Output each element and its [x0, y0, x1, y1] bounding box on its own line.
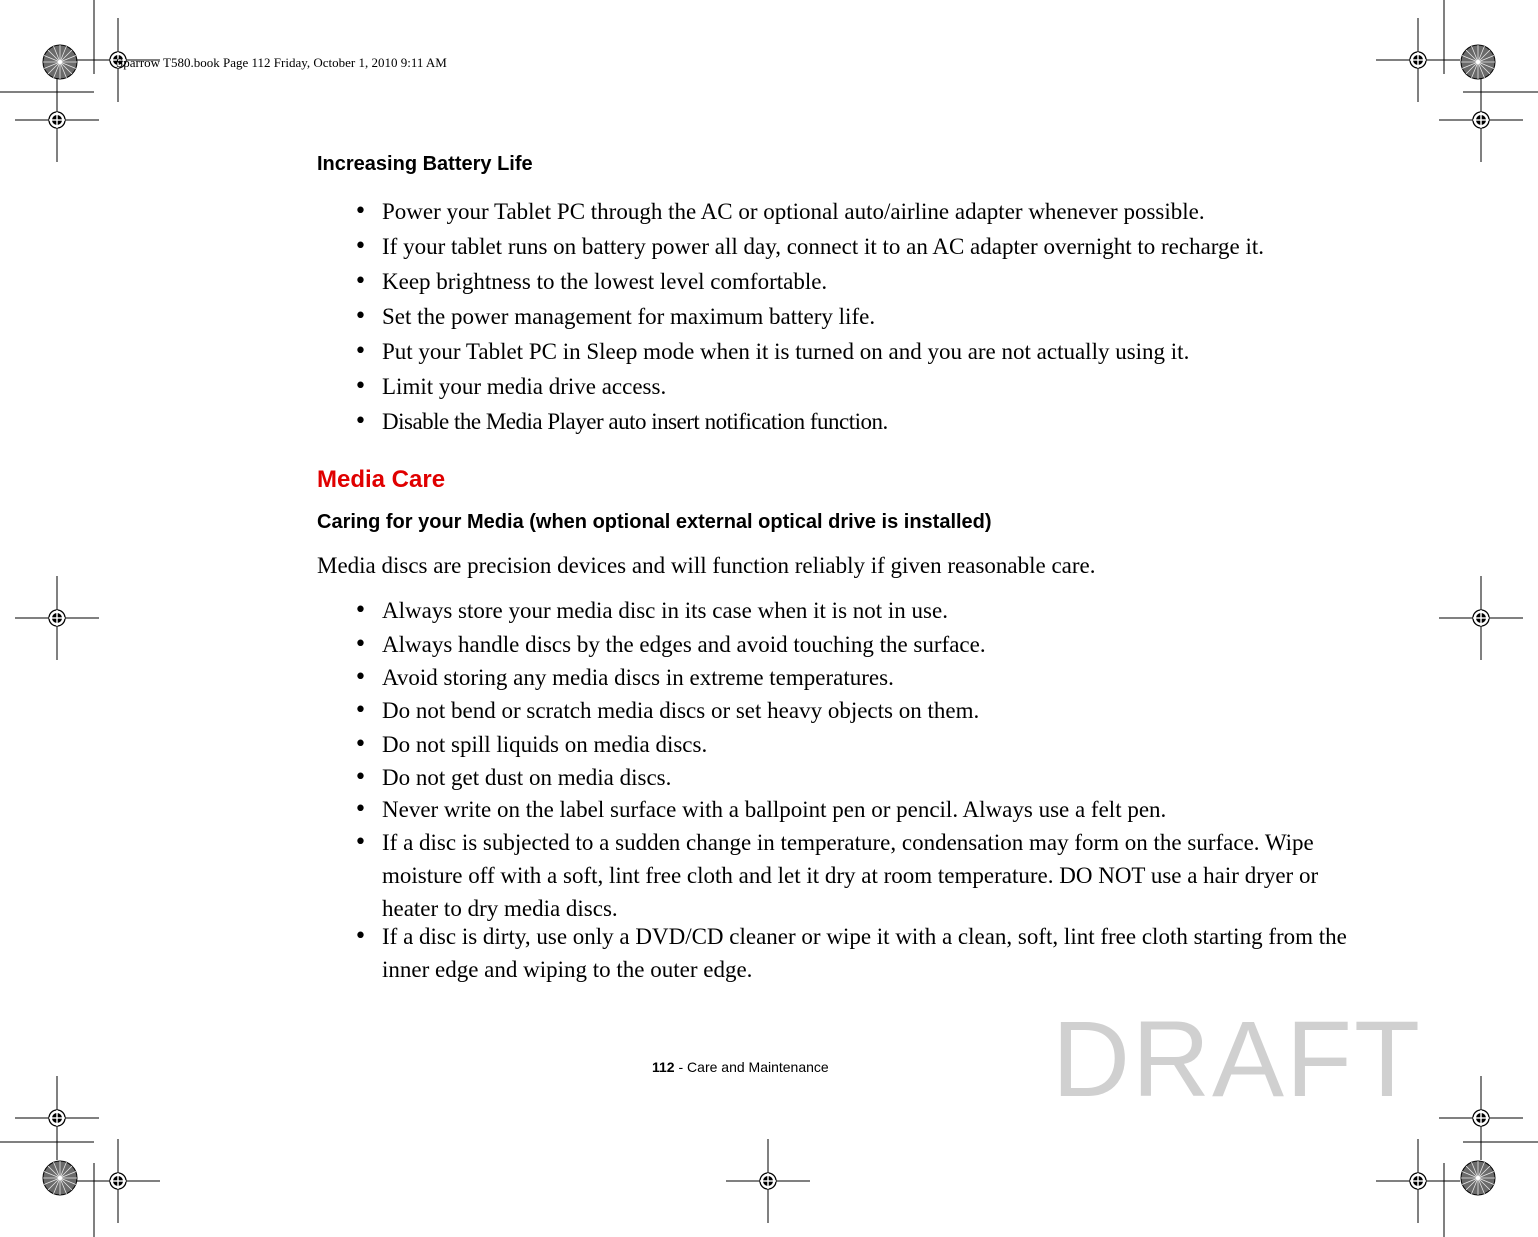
list-item [354, 335, 1372, 368]
list-item-text: Always handle discs by the edges and avoid touching the surface. [382, 632, 986, 657]
list-item-text: Do not spill liquids on media discs. [382, 732, 708, 757]
bullet-glyph: • [354, 797, 367, 822]
bullet-glyph: • [354, 374, 367, 399]
list-item-text: Put your Tablet PC in Sleep mode when it is turned on and you are not actually using it. [382, 339, 1190, 364]
bullet-glyph: • [354, 830, 367, 855]
list-item-text: Always store your media disc in its case when it is not in use. [382, 598, 948, 623]
list-item-text: Limit your media drive access. [382, 374, 667, 399]
list-item [354, 405, 1372, 438]
chapter-title: Care and Maintenance [687, 1059, 829, 1075]
list-item [354, 793, 1372, 826]
list-item-text: Do not bend or scratch media discs or set heavy objects on them. [382, 698, 980, 723]
media-care-intro: Media discs are precision devices and will function reliably if given reasonable care. [317, 553, 1096, 578]
list-item [354, 370, 1372, 403]
list-item-text: If your tablet runs on battery power all day, connect it to an AC adapter overnight to recharge it. [382, 234, 1265, 259]
list-item [354, 694, 1372, 727]
draft-watermark: DRAFT [1052, 998, 1422, 1119]
bullet-glyph: • [354, 199, 367, 224]
list-item [354, 265, 1372, 298]
bullet-glyph: • [354, 924, 367, 949]
list-item [354, 628, 1372, 661]
list-item-text: Never write on the label surface with a ballpoint pen or pencil. Always use a felt pen. [382, 797, 1167, 822]
list-item-text: Power your Tablet PC through the AC or optional auto/airline adapter whenever possible. [382, 199, 1205, 224]
list-item [354, 761, 1372, 794]
bullet-glyph: • [354, 732, 367, 757]
list-item [354, 195, 1372, 228]
bullet-glyph: • [354, 269, 367, 294]
media-care-heading: Media Care [317, 466, 446, 493]
bullet-glyph: • [354, 339, 367, 364]
footer-separator: - [674, 1059, 688, 1075]
list-item-text: Keep brightness to the lowest level comfortable. [382, 269, 828, 294]
bullet-glyph: • [354, 632, 367, 657]
page-number: 112 [652, 1059, 675, 1075]
bullet-glyph: • [354, 665, 367, 690]
print-slug-line: Sparrow T580.book Page 112 Friday, October 1, 2010 9:11 AM [116, 55, 447, 70]
caring-for-media-subheading: Caring for your Media (when optional external optical drive is installed) [317, 511, 992, 533]
battery-life-heading: Increasing Battery Life [317, 153, 533, 175]
bullet-glyph: • [354, 304, 367, 329]
list-item [354, 920, 1372, 986]
list-item [354, 728, 1372, 761]
bullet-glyph: • [354, 698, 367, 723]
list-item-text: Avoid storing any media discs in extreme temperatures. [382, 665, 894, 690]
list-item-text: Do not get dust on media discs. [382, 765, 672, 790]
bullet-glyph: • [354, 598, 367, 623]
list-item-text: If a disc is subjected to a sudden change in temperature, condensation may form on the surface. Wipe moisture off with a soft, lint free cloth and let it dry at room temperature. DO NOT use a hair dryer or heater to dry media discs. [382, 830, 1319, 921]
bullet-glyph: • [354, 765, 367, 790]
list-item-text: Set the power management for maximum battery life. [382, 304, 876, 329]
list-item [354, 594, 1372, 627]
list-item [354, 230, 1372, 263]
list-item-text: If a disc is dirty, use only a DVD/CD cleaner or wipe it with a clean, soft, lint free cloth starting from the inner edge and wiping to the outer edge. [382, 924, 1347, 982]
list-item-text: Disable the Media Player auto insert notification function. [382, 409, 888, 434]
list-item [354, 661, 1372, 694]
page-footer [652, 1059, 829, 1075]
list-item [354, 826, 1372, 925]
bullet-glyph: • [354, 409, 367, 434]
list-item [354, 300, 1372, 333]
bullet-glyph: • [354, 234, 367, 259]
